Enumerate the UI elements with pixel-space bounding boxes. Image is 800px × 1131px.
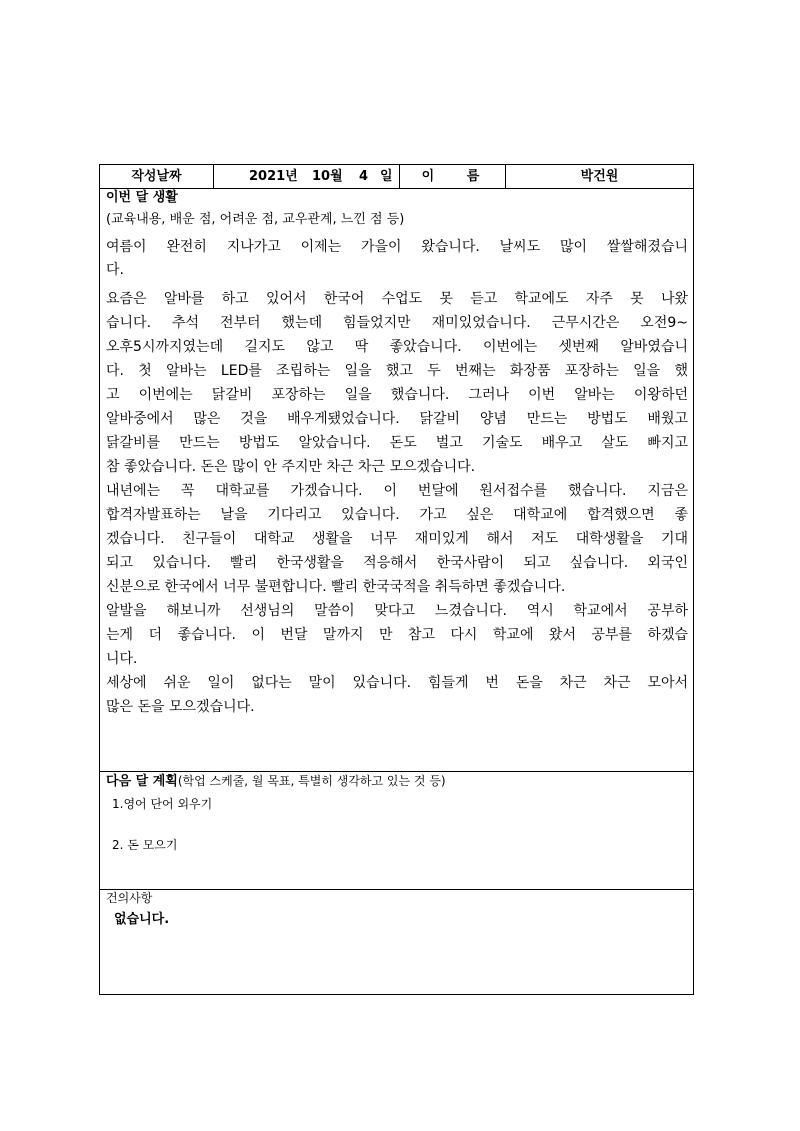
body-line: 합격자발표하는 날을 기다리고 있습니다. 가고 싶은 대학교에 합격했으면 좋 [106, 507, 688, 523]
body-line: 고 이번에는 닭갈비 포장하는 일을 했습니다. 그러나 이번 알바는 이왕하던 [106, 387, 688, 403]
body-line: 세상에 쉬운 일이 없다는 말이 있습니다. 힘들게 번 돈을 차근 차근 모아서 [106, 675, 688, 691]
body-line: 오후5시까지였는데 길지도 않고 딱 좋았습니다. 이번에는 셋번째 알바였습니 [106, 339, 688, 355]
name-value: 박건원 [580, 169, 619, 184]
plan-item: 1.영어 단어 외우기 [112, 797, 213, 811]
body-line: 많은 돈을 모으겠습니다. [106, 699, 255, 715]
date-label: 작성날짜 [100, 165, 214, 188]
date-year: 2021년 [249, 169, 298, 184]
body-line: 알발을 해보니까 선생님의 말씀이 맞다고 느겼습니다. 역시 학교에서 공부하 [106, 603, 688, 619]
this-month-section [100, 189, 693, 772]
suggestions-body: 없습니다. [114, 912, 170, 927]
next-month-title: 다음 달 계획 [106, 774, 178, 789]
body-line: 알바중에서 많은 것을 배우게됐었습니다. 닭갈비 양념 만드는 방법도 배웠고 [106, 411, 688, 427]
plan-item: 2. 돈 모으기 [112, 838, 178, 852]
body-line: 되고 있습니다. 빨리 한국생활을 적응해서 한국사람이 되고 싶습니다. 외국인 [106, 555, 688, 571]
body-line: 니다. [106, 651, 138, 667]
body-line: 내년에는 꼭 대학교를 가겠습니다. 이 번달에 원서접수를 했습니다. 지금은 [106, 483, 688, 499]
body-line: 겠습니다. 친구들이 대학교 생활을 너무 재미있게 해서 저도 대학생활을 기대 [106, 531, 688, 547]
body-line: 참 좋았습니다. 돈은 많이 안 주지만 차근 차근 모으겠습니다. [106, 459, 476, 475]
body-line: 다. 첫 알바는 LED를 조립하는 일을 했고 두 번째는 화장품 포장하는 일을 했 [106, 363, 688, 379]
body-line: 요즘은 알바를 하고 있어서 한국어 수업도 못 듣고 학교에도 자주 못 나왔 [106, 291, 688, 307]
suggestions-section [100, 890, 693, 994]
date-day: 4 [359, 169, 369, 184]
next-month-heading [106, 773, 446, 790]
this-month-title: 이번 달 생활 [106, 190, 178, 205]
body-line: 닭갈비를 만드는 방법도 알았습니다. 돈도 벌고 기술도 배우고 살도 빠지고 [106, 435, 688, 451]
suggestions-title: 건의사항 [106, 891, 153, 905]
body-line: 는게 더 좋습니다. 이 번달 말까지 만 참고 다시 학교에 왔서 공부를 하겠습 [106, 627, 688, 643]
body-line: 다. [106, 262, 124, 278]
body-line: 여름이 완전히 지나가고 이제는 가을이 왔습니다. 날씨도 많이 쌀쌀해졌습니 [106, 239, 688, 255]
date-month: 10월 [312, 169, 343, 184]
body-line: 신분으로 한국에서 너무 불편합니다. 빨리 한국국적을 취득하면 좋겠습니다. [106, 579, 566, 595]
header-row [100, 165, 693, 189]
date-day-unit: 일 [380, 169, 393, 184]
next-month-section [100, 772, 693, 890]
name-label: 이 름 [400, 165, 506, 188]
this-month-subtitle: (교육내용, 배운 점, 어려운 점, 교우관계, 느낀 점 등) [106, 212, 405, 227]
journal-form [99, 164, 694, 995]
next-month-subtitle: (학업 스케줄, 월 목표, 특별히 생각하고 있는 것 등) [177, 774, 446, 788]
date-value [214, 165, 400, 188]
body-line: 습니다. 추석 전부터 했는데 힘들었지만 재미있었습니다. 근무시간은 오전9~ [106, 315, 688, 331]
